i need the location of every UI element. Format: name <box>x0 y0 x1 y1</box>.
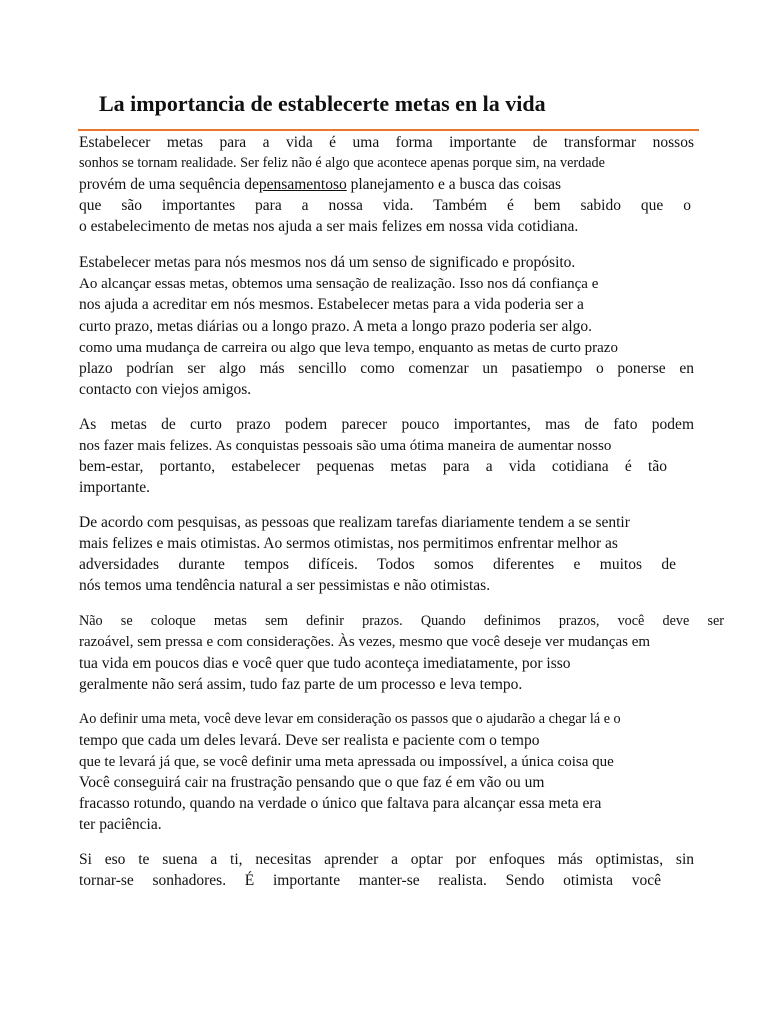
paragraph-5-line-3: tua vida em poucos dias e você quer que tudo aconteça imediatamente, por isso <box>79 655 571 672</box>
paragraph-3-line-1: As metas de curto prazo podem parecer pouco importantes, mas de fato podem <box>79 416 694 433</box>
paragraph-7-line-2: tornar-se sonhadores. É importante manter-se realista. Sendo otimista você <box>79 872 661 889</box>
title-underline-rule <box>78 129 699 131</box>
paragraph-5-line-4: geralmente não será assim, tudo faz parte de um processo e leva tempo. <box>79 676 523 693</box>
paragraph-3-line-4: importante. <box>79 479 151 496</box>
page-title: La importancia de establecerte metas en la vida <box>99 91 546 116</box>
paragraph-6-line-2: tempo que cada um deles levará. Deve ser realista e paciente com o tempo <box>79 732 540 749</box>
paragraph-5-line-1: Não se coloque metas sem definir prazos. Quando definimos prazos, você deve ser <box>79 613 724 629</box>
paragraph-2-line-3: nos ajuda a acreditar em nós mesmos. Estabelecer metas para a vida poderia ser a <box>79 296 584 313</box>
paragraph-6-line-6: ter paciência. <box>79 816 162 833</box>
paragraph-4-line-1: De acordo com pesquisas, as pessoas que realizam tarefas diariamente tendem a se sentir <box>79 514 630 531</box>
paragraph-1-line-1: Estabelecer metas para a vida é uma forma importante de transformar nossos <box>79 134 694 151</box>
paragraph-2-line-2: Ao alcançar essas metas, obtemos uma sensação de realização. Isso nos dá confiança e <box>79 276 599 292</box>
paragraph-6-line-5: fracasso rotundo, quando na verdade o único que faltava para alcançar essa meta era <box>79 795 602 812</box>
paragraph-4-line-4: nós temos uma tendência natural a ser pessimistas e não otimistas. <box>79 577 491 594</box>
paragraph-6-line-3: que te levará já que, se você definir uma meta apressada ou impossível, a única coisa que <box>79 754 614 770</box>
paragraph-2-line-7: contacto con viejos amigos. <box>79 381 252 398</box>
paragraph-1-line-2: sonhos se tornam realidade. Ser feliz não é algo que acontece apenas porque sim, na verdade <box>79 155 605 171</box>
paragraph-1-line-4: que são importantes para a nossa vida. Também é bem sabido que o <box>79 197 691 214</box>
paragraph-1-line-5: o estabelecimento de metas nos ajuda a ser mais felizes em nossa vida cotidiana. <box>79 218 579 235</box>
underlined-word: pensamentoso <box>258 176 347 193</box>
paragraph-6-line-4: Você conseguirá cair na frustração pensando que o que faz é em vão ou um <box>79 774 545 791</box>
paragraph-2-line-1: Estabelecer metas para nós mesmos nos dá um senso de significado e propósito. <box>79 254 576 271</box>
paragraph-3-line-3: bem-estar, portanto, estabelecer pequenas metas para a vida cotidiana é tão <box>79 458 667 475</box>
paragraph-4-line-3: adversidades durante tempos difíceis. Todos somos diferentes e muitos de <box>79 556 676 573</box>
paragraph-3-line-2: nos fazer mais felizes. As conquistas pessoais são uma ótima maneira de aumentar nosso <box>79 438 612 454</box>
paragraph-5-line-2: razoável, sem pressa e com considerações. Às vezes, mesmo que você deseje ver mudanças em <box>79 634 651 650</box>
paragraph-4-line-2: mais felizes e mais otimistas. Ao sermos otimistas, nos permitimos enfrentar melhor as <box>79 535 618 552</box>
paragraph-6-line-1: Ao definir uma meta, você deve levar em consideração os passos que o ajudarão a chegar lá e o <box>79 711 621 727</box>
paragraph-2-line-4: curto prazo, metas diárias ou a longo prazo. A meta a longo prazo poderia ser algo. <box>79 318 593 335</box>
paragraph-1-line-3 <box>79 175 561 195</box>
paragraph-7-line-1: Si eso te suena a ti, necesitas aprender a optar por enfoques más optimistas, sin <box>79 851 694 868</box>
paragraph-1-line-3-end: planejamento e a busca das coisas <box>346 176 562 193</box>
paragraph-2-line-5: como uma mudança de carreira ou algo que leva tempo, enquanto as metas de curto prazo <box>79 340 618 356</box>
paragraph-1-line-3-start: provém de uma sequência de <box>79 176 259 193</box>
paragraph-2-line-6: plazo podrían ser algo más sencillo como comenzar un pasatiempo o ponerse en <box>79 360 694 377</box>
